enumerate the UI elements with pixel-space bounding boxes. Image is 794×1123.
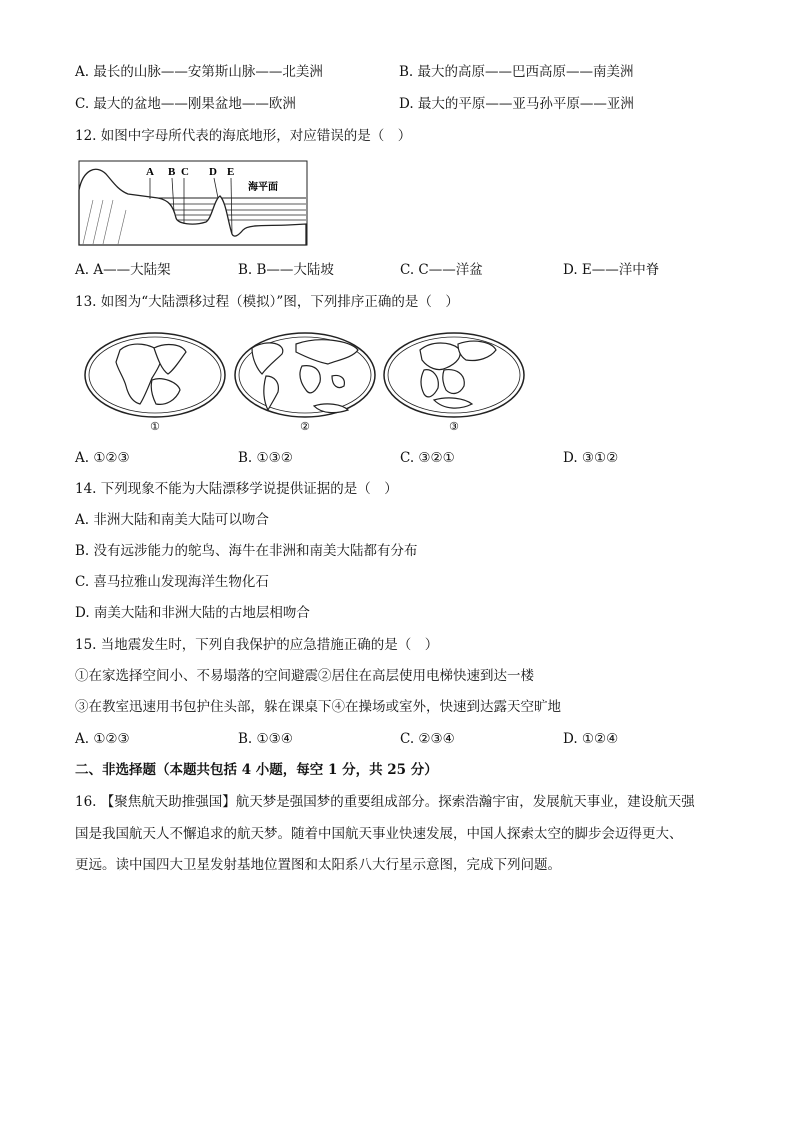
section-2-heading: 二、非选择题（本题共包括 4 小题，每空 1 分，共 25 分） <box>75 762 438 778</box>
q15-option-b: B. ①③④ <box>238 731 293 747</box>
q15-option-d: D. ①②④ <box>563 731 619 747</box>
continental-drift-figure <box>82 330 532 435</box>
seafloor-profile-figure <box>78 160 308 246</box>
globe-3 <box>384 333 524 417</box>
q15-stem: 15. 当地震发生时，下列自我保护的应急措施正确的是（ ） <box>75 637 439 653</box>
seafloor-profile <box>79 169 306 245</box>
q15-statement-line-1: ①在家选择空间小、不易塌落的空间避震②居住在高层使用电梯快速到达一楼 <box>75 668 534 684</box>
q13-option-b: B. ①③② <box>238 450 293 466</box>
q13-option-c: C. ③②① <box>400 450 455 466</box>
globe-3-label: ③ <box>449 420 459 433</box>
q11-option-c: C. 最大的盆地——刚果盆地——欧洲 <box>75 96 296 112</box>
letter-a: A <box>146 166 154 178</box>
q14-option-a: A. 非洲大陆和南美大陆可以吻合 <box>75 512 269 528</box>
letter-d: D <box>209 166 217 178</box>
globe-2 <box>235 333 375 417</box>
q11-option-d: D. 最大的平原——亚马孙平原——亚洲 <box>399 96 634 112</box>
q13-stem: 13. 如图为“大陆漂移过程（模拟）”图，下列排序正确的是（ ） <box>75 294 459 310</box>
q11-option-b: B. 最大的高原——巴西高原——南美洲 <box>399 64 634 80</box>
q14-stem: 14. 下列现象不能为大陆漂移学说提供证据的是（ ） <box>75 481 398 497</box>
letter-c: C <box>181 166 189 178</box>
q16-line-2: 国是我国航天人不懈追求的航天梦。随着中国航天事业快速发展，中国人探索太空的脚步会迈得更大、 <box>75 826 683 842</box>
q15-option-c: C. ②③④ <box>400 731 455 747</box>
sea-level-label: 海平面 <box>248 182 278 193</box>
q12-option-a: A. A——大陆架 <box>75 262 171 278</box>
q14-option-d: D. 南美大陆和非洲大陆的古地层相吻合 <box>75 605 310 621</box>
q14-option-b: B. 没有远涉能力的鸵鸟、海牛在非洲和南美大陆都有分布 <box>75 543 418 559</box>
q15-statement-line-2: ③在教室迅速用书包护住头部，躲在课桌下④在操场或室外，快速到达露天空旷地 <box>75 699 561 715</box>
q16-line-3: 更远。读中国四大卫星发射基地位置图和太阳系八大行星示意图，完成下列问题。 <box>75 857 561 873</box>
globe-2-label: ② <box>300 420 310 433</box>
q13-option-a: A. ①②③ <box>75 450 130 466</box>
q15-option-a: A. ①②③ <box>75 731 130 747</box>
q12-option-d: D. E——洋中脊 <box>563 262 660 278</box>
q12-option-b: B. B——大陆坡 <box>238 262 334 278</box>
q16-line-1: 16. 【聚焦航天助推强国】航天梦是强国梦的重要组成部分。探索浩瀚宇宙，发展航天事业，建设航天强 <box>75 794 695 810</box>
q11-option-a: A. 最长的山脉——安第斯山脉——北美洲 <box>75 64 323 80</box>
q14-option-c: C. 喜马拉雅山发现海洋生物化石 <box>75 574 269 590</box>
globe-1-label: ① <box>150 420 160 433</box>
q12-stem: 12. 如图中字母所代表的海底地形，对应错误的是（ ） <box>75 128 412 144</box>
globe-1 <box>85 333 225 417</box>
letter-e: E <box>227 166 235 178</box>
letter-b: B <box>168 166 176 178</box>
q12-option-c: C. C——洋盆 <box>400 262 483 278</box>
q13-option-d: D. ③①② <box>563 450 619 466</box>
